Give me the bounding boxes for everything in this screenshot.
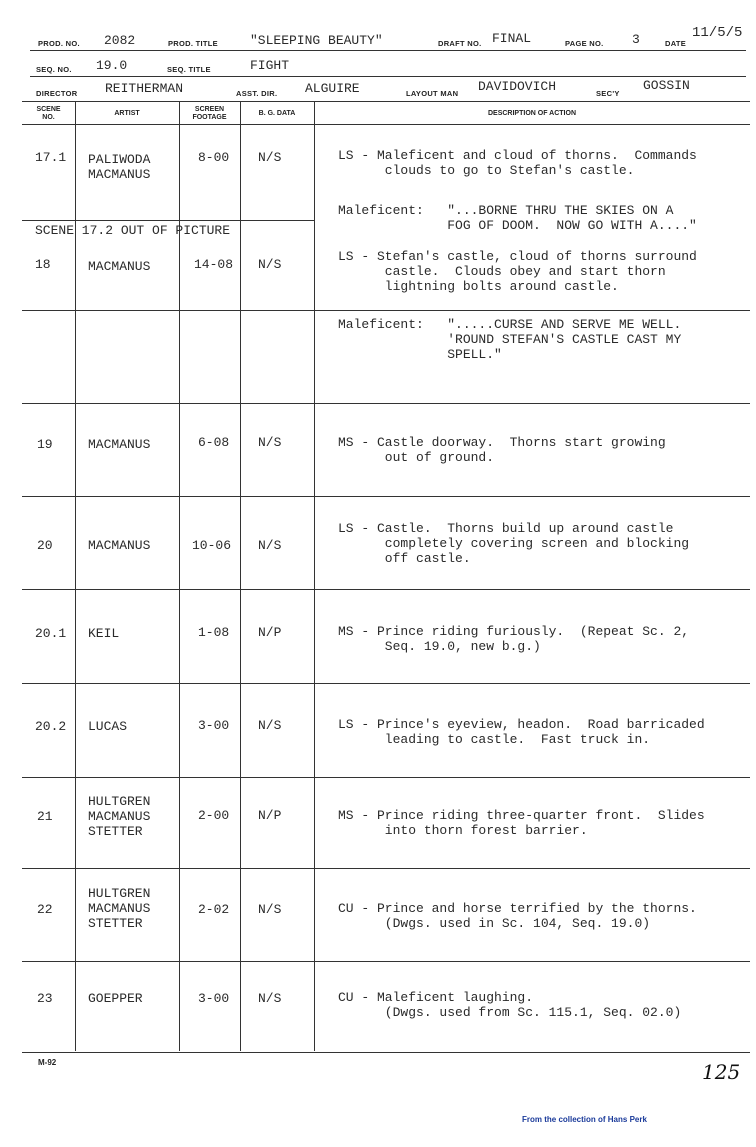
- col-header-description: DESCRIPTION OF ACTION: [487, 110, 577, 117]
- row-separator-scene-17-2: [22, 220, 314, 221]
- col-header-artist: ARTIST: [114, 110, 140, 117]
- action-description: MS - Castle doorway. Thorns start growing out of ground.: [338, 435, 666, 465]
- col-divider-3: [240, 101, 241, 1051]
- bg-data: N/S: [258, 257, 282, 272]
- prod-title-value: "SLEEPING BEAUTY": [250, 33, 383, 48]
- col-header-screen-footage: SCREEN FOOTAGE: [192, 106, 227, 121]
- bg-data: N/S: [258, 435, 282, 450]
- row-separator: [22, 403, 750, 404]
- draft-no-label: DRAFT NO.: [438, 39, 482, 48]
- scene-no: 20.1: [35, 626, 67, 641]
- seq-title-label: SEQ. TITLE: [167, 65, 211, 74]
- scene-no: 20: [37, 538, 53, 553]
- page-no-value: 3: [632, 32, 640, 47]
- secy-value: GOSSIN: [643, 78, 690, 93]
- director-value: REITHERMAN: [105, 81, 184, 96]
- artist: HULTGREN MACMANUS STETTER: [88, 886, 151, 931]
- scene-out-note: SCENE 17.2 OUT OF PICTURE: [35, 223, 231, 238]
- bg-data: N/S: [258, 538, 282, 553]
- artist: MACMANUS: [88, 437, 151, 452]
- draft-no-value: FINAL: [492, 31, 532, 46]
- seq-no-value: 19.0: [96, 58, 128, 73]
- asst-dir-label: ASST. DIR.: [236, 89, 278, 98]
- scene-no: 19: [37, 437, 53, 452]
- artist: PALIWODA MACMANUS: [88, 152, 151, 182]
- date-value: 11/5/5: [692, 25, 743, 41]
- scene-no: 23: [37, 991, 53, 1006]
- artist: KEIL: [88, 626, 120, 641]
- screen-footage: 2-00: [198, 808, 230, 823]
- screen-footage: 2-02: [198, 902, 230, 917]
- scene-no: 20.2: [35, 719, 67, 734]
- artist: GOEPPER: [88, 991, 143, 1006]
- director-label: DIRECTOR: [36, 89, 78, 98]
- layout-man-label: LAYOUT MAN: [406, 89, 459, 98]
- prod-no-label: PROD. NO.: [38, 39, 80, 48]
- header-rule-2: [30, 76, 746, 77]
- table-bottom-rule: [22, 1052, 750, 1053]
- screen-footage: 3-00: [198, 718, 230, 733]
- action-description: CU - Maleficent laughing. (Dwgs. used from Sc. 115.1, Seq. 02.0): [338, 990, 682, 1020]
- col-header-scene-no: SCENE NO.: [36, 106, 61, 121]
- date-label: DATE: [665, 39, 687, 48]
- table-top-rule: [22, 101, 750, 102]
- row-separator: [22, 777, 750, 778]
- scene-no: 17.1: [35, 150, 67, 165]
- bg-data: N/P: [258, 625, 282, 640]
- action-description: MS - Prince riding furiously. (Repeat Sc. 2, Seq. 19.0, new b.g.): [338, 624, 690, 654]
- screen-footage: 14-08: [194, 257, 234, 272]
- form-number: M-92: [38, 1058, 57, 1067]
- action-description: LS - Prince's eyeview, headon. Road barricaded leading to castle. Fast truck in.: [338, 717, 705, 747]
- col-divider-2: [179, 101, 180, 1051]
- action-description: CU - Prince and horse terrified by the thorns. (Dwgs. used in Sc. 104, Seq. 19.0): [338, 901, 697, 931]
- scene-no: 22: [37, 902, 53, 917]
- col-divider-1: [75, 101, 76, 1051]
- layout-man-value: DAVIDOVICH: [478, 79, 557, 94]
- bg-data: N/S: [258, 991, 282, 1006]
- row-separator: [22, 310, 750, 311]
- row-separator: [22, 683, 750, 684]
- action-description: LS - Stefan's castle, cloud of thorns surround castle. Clouds obey and start thorn lightning bolts around castle.: [338, 249, 697, 294]
- dialogue: Maleficent: "...BORNE THRU THE SKIES ON A FOG OF DOOM. NOW GO WITH A....": [338, 203, 697, 233]
- row-separator: [22, 589, 750, 590]
- seq-no-label: SEQ. NO.: [36, 65, 72, 74]
- bg-data: N/S: [258, 718, 282, 733]
- row-separator: [22, 496, 750, 497]
- scene-no: 18: [35, 257, 51, 272]
- screen-footage: 1-08: [198, 625, 230, 640]
- row-separator: [22, 961, 750, 962]
- asst-dir-value: ALGUIRE: [305, 81, 360, 96]
- scene-no: 21: [37, 809, 53, 824]
- secy-label: SEC'Y: [596, 89, 620, 98]
- artist: HULTGREN MACMANUS STETTER: [88, 794, 151, 839]
- prod-no-value: 2082: [104, 33, 136, 48]
- action-description: LS - Maleficent and cloud of thorns. Commands clouds to go to Stefan's castle.: [338, 148, 697, 178]
- artist: LUCAS: [88, 719, 128, 734]
- bg-data: N/S: [258, 902, 282, 917]
- collection-credit: From the collection of Hans Perk: [522, 1115, 647, 1124]
- row-separator: [22, 868, 750, 869]
- artist: MACMANUS: [88, 259, 151, 274]
- page-no-label: PAGE NO.: [565, 39, 604, 48]
- col-divider-4: [314, 101, 315, 1051]
- col-header-bg-data: B. G. DATA: [258, 110, 296, 117]
- screen-footage: 8-00: [198, 150, 230, 165]
- dialogue: Maleficent: ".....CURSE AND SERVE ME WELL. 'ROUND STEFAN'S CASTLE CAST MY SPELL.": [338, 317, 682, 362]
- screen-footage: 6-08: [198, 435, 230, 450]
- prod-title-label: PROD. TITLE: [168, 39, 218, 48]
- seq-title-value: FIGHT: [250, 58, 290, 73]
- header-rule-1: [30, 50, 746, 51]
- artist: MACMANUS: [88, 538, 151, 553]
- action-description: MS - Prince riding three-quarter front. Slides into thorn forest barrier.: [338, 808, 705, 838]
- bg-data: N/P: [258, 808, 282, 823]
- table-header-rule: [22, 124, 750, 125]
- action-description: LS - Castle. Thorns build up around castle completely covering screen and blocking off castle.: [338, 521, 690, 566]
- bg-data: N/S: [258, 150, 282, 165]
- screen-footage: 3-00: [198, 991, 230, 1006]
- screen-footage: 10-06: [192, 538, 232, 553]
- handwritten-page-number: 125: [702, 1060, 741, 1084]
